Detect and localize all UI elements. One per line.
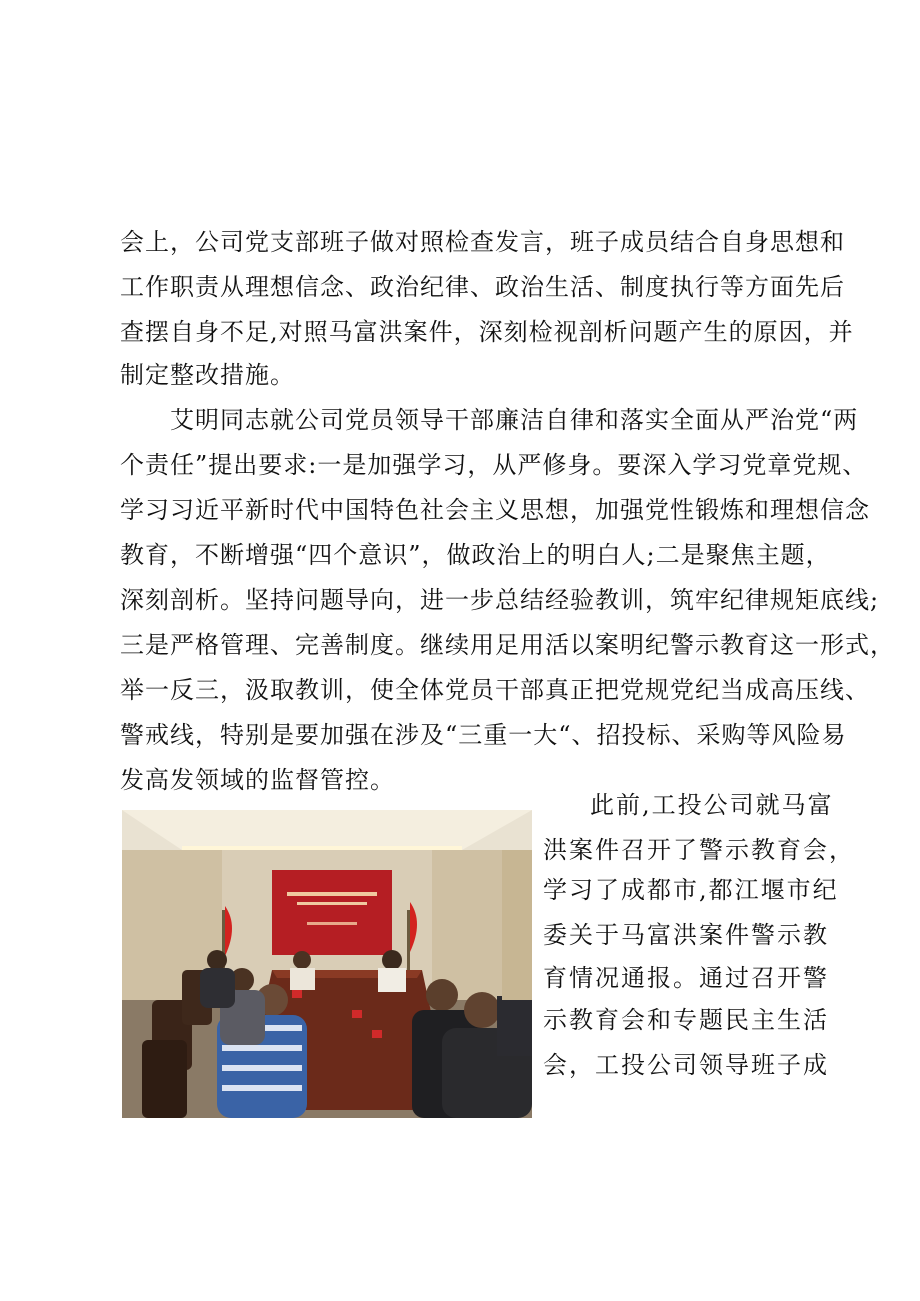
p2-line-5: 深刻剖析。坚持问题导向，进一步总结经验教训，筑牢纪律规矩底线;: [120, 586, 880, 614]
p1-line-1: 会上，公司党支部班子做对照检查发言，班子成员结合自身思想和: [120, 228, 845, 256]
p2-line-4: 教育，不断增强“四个意识”，做政治上的明白人;二是聚焦主题，: [120, 541, 831, 569]
p2-line-8: 警戒线，特别是要加强在涉及“三重一大“、招投标、采购等风险易: [120, 721, 847, 749]
meeting-photo: [122, 810, 532, 1118]
p2-line-1: 艾明同志就公司党员领导干部廉洁自律和落实全面从严治党“两: [170, 406, 859, 434]
p2-line-6: 三是严格管理、完善制度。继续用足用活以案明纪警示教育这一形式，: [120, 631, 895, 659]
p3-line-3: 学习了成都市,都江堰市纪: [543, 876, 839, 904]
p3-line-7: 会，工投公司领导班子成: [543, 1051, 829, 1079]
p2-line-2: 个责任”提出要求:一是加强学习，从严修身。要深入学习党章党规、: [120, 451, 868, 479]
p2-line-9: 发高发领域的监督管控。: [120, 766, 395, 794]
p3-line-6: 示教育会和专题民主生活: [543, 1006, 829, 1034]
p1-line-2: 工作职责从理想信念、政治纪律、政治生活、制度执行等方面先后: [120, 273, 845, 301]
p3-line-4: 委关于马富洪案件警示教: [543, 921, 829, 949]
p3-line-1: 此前,工投公司就马富: [590, 791, 834, 819]
p3-line-5: 育情况通报。通过召开警: [543, 964, 829, 992]
p3-line-2: 洪案件召开了警示教育会，: [543, 836, 855, 864]
p1-line-3: 查摆自身不足,对照马富洪案件，深刻检视剖析问题产生的原因，并: [120, 318, 854, 346]
p2-line-3: 学习习近平新时代中国特色社会主义思想，加强党性锻炼和理想信念: [120, 496, 870, 524]
meeting-photo-illustration: [122, 810, 532, 1118]
p2-line-7: 举一反三，汲取教训，使全体党员干部真正把党规党纪当成高压线、: [120, 676, 870, 704]
p1-line-4: 制定整改措施。: [120, 361, 295, 389]
